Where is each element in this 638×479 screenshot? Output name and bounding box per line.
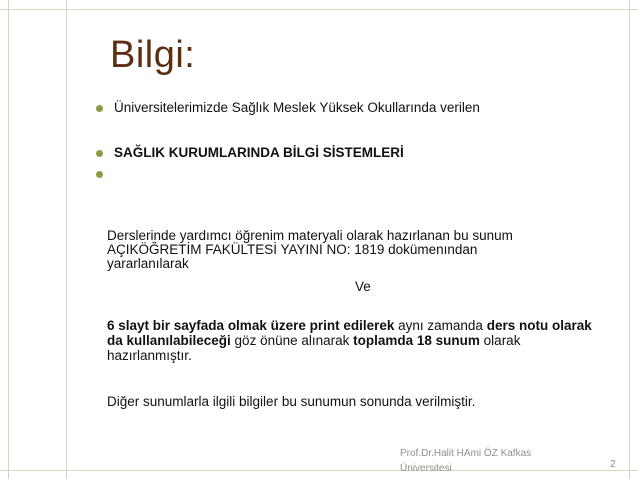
slide-title: Bilgi: bbox=[110, 34, 196, 76]
paragraph-line: Derslerinde yardımcı öğrenim materyali olarak hazırlanan bu sunum bbox=[107, 228, 513, 243]
footer-line: Prof.Dr.Halit HAmi ÖZ Kafkas bbox=[400, 448, 532, 459]
source-paragraph bbox=[107, 229, 607, 271]
connector-text: Ve bbox=[355, 279, 371, 294]
emphasis-bold: 6 slayt bir sayfada olmak üzere print edilerek bbox=[107, 318, 395, 333]
frame-line-left-outer bbox=[8, 0, 9, 479]
footer-line: Üniversitesi bbox=[400, 463, 452, 474]
emphasis-paragraph bbox=[107, 318, 607, 363]
emphasis-bold: ders notu olarak da kullanılabileceği bbox=[107, 318, 592, 348]
frame-line-top bbox=[0, 9, 638, 10]
emphasis-regular: aynı zamanda bbox=[394, 318, 487, 333]
bullet-item-empty bbox=[96, 166, 616, 184]
bullet-text: Üniversitelerimizde Sağlık Meslek Yüksek Okullarında verilen bbox=[114, 100, 480, 115]
bullet-dot-icon bbox=[96, 171, 103, 178]
frame-line-left-inner bbox=[66, 0, 67, 479]
frame-line-right bbox=[629, 0, 630, 479]
bullet-item bbox=[96, 145, 616, 163]
paragraph-line: AÇIKÖĞRETİM FAKÜLTESİ YAYINI NO: 1819 dokümenından bbox=[107, 242, 478, 257]
bullet-dot-icon bbox=[96, 150, 103, 157]
bullet-dot-icon bbox=[96, 105, 103, 112]
emphasis-regular: olarak hazırlanmıştır. bbox=[107, 333, 521, 363]
footer-author bbox=[400, 446, 580, 476]
paragraph-line: yararlanılarak bbox=[107, 256, 189, 271]
emphasis-regular: göz önüne alınarak bbox=[230, 333, 354, 348]
bullet-text: SAĞLIK KURUMLARINDA BİLGİ SİSTEMLERİ bbox=[114, 145, 404, 160]
final-note: Diğer sunumlarla ilgili bilgiler bu sunumun sonunda verilmiştir. bbox=[107, 394, 476, 409]
emphasis-bold: toplamda 18 sunum bbox=[353, 333, 480, 348]
page-number: 2 bbox=[610, 459, 616, 470]
bullet-item bbox=[96, 100, 616, 118]
